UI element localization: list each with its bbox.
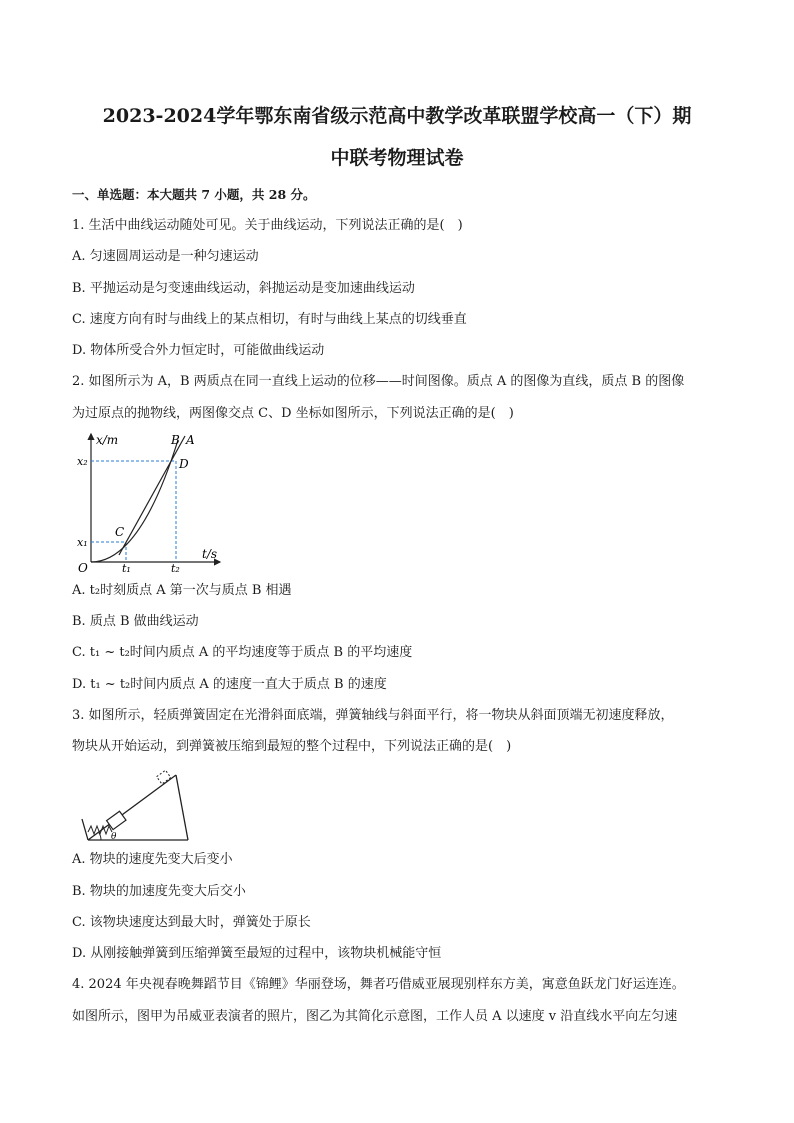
- line-a: [119, 436, 185, 555]
- t2-label: t₂: [171, 562, 180, 573]
- q4-stem-line1: 4. 2024 年央视春晚舞蹈节目《锦鲤》华丽登场，舞者巧借威亚展现别样东方美，寓意鱼跃龙门好运连连。: [72, 977, 685, 992]
- q2-option-d: D. t₁ ~ t₂时间内质点 A 的速度一直大于质点 B 的速度: [72, 677, 387, 692]
- angle-label: θ: [111, 832, 117, 842]
- point-d-label: D: [179, 457, 189, 471]
- q4-stem-line2: 如图所示，图甲为吊威亚表演者的照片，图乙为其简化示意图，工作人员 A 以速度 v 沿直线水平向左匀速: [72, 1009, 678, 1024]
- x2-label: x₂: [77, 455, 88, 468]
- incline-vertical: [176, 775, 188, 840]
- y-axis-label: x/m: [96, 433, 119, 447]
- origin-label: O: [78, 561, 88, 573]
- q1-option-d: D. 物体所受合外力恒定时，可能做曲线运动: [72, 343, 325, 358]
- q3-option-d: D. 从刚接触弹簧到压缩弹簧至最短的过程中，该物块机械能守恒: [72, 946, 442, 961]
- q3-option-c: C. 该物块速度达到最大时，弹簧处于原长: [72, 915, 311, 930]
- q1-stem: 1. 生活中曲线运动随处可见。关于曲线运动，下列说法正确的是( ): [72, 218, 463, 233]
- q3-incline-figure: [74, 763, 194, 845]
- q2-option-a: A. t₂时刻质点 A 第一次与质点 B 相遇: [72, 583, 292, 598]
- q2-xt-graph: [68, 428, 228, 573]
- q3-stem-line1: 3. 如图所示，轻质弹簧固定在光滑斜面底端，弹簧轴线与斜面平行，将一物块从斜面顶端无初速度释放，: [72, 708, 674, 723]
- q2-option-b: B. 质点 B 做曲线运动: [72, 614, 199, 629]
- q1-option-b: B. 平抛运动是匀变速曲线运动，斜抛运动是变加速曲线运动: [72, 281, 415, 296]
- q2-stem-line2: 为过原点的抛物线，两图像交点 C、D 坐标如图所示，下列说法正确的是( ): [72, 406, 514, 421]
- base-wall: [82, 819, 88, 840]
- angle-arc: [99, 833, 101, 840]
- curve-b: [91, 440, 178, 562]
- q3-stem-line2: 物块从开始运动，到弹簧被压缩到最短的整个过程中，下列说法正确的是( ): [72, 739, 512, 754]
- line-a-label: A: [186, 433, 195, 447]
- section-heading: 一、单选题：本大题共 7 小题，共 28 分。: [72, 187, 316, 202]
- x-axis-label: t/s: [202, 547, 218, 561]
- q3-option-b: B. 物块的加速度先变大后交小: [72, 884, 246, 899]
- x1-label: x₁: [77, 536, 88, 549]
- page-title-line2: 中联考物理试卷: [330, 147, 464, 169]
- q3-option-a: A. 物块的速度先变大后变小: [72, 852, 233, 867]
- page-title-line1: 2023-2024学年鄂东南省级示范高中教学改革联盟学校高一（下）期: [102, 105, 692, 127]
- q2-option-c: C. t₁ ~ t₂时间内质点 A 的平均速度等于质点 B 的平均速度: [72, 645, 413, 660]
- curve-b-label: B: [171, 433, 180, 447]
- q2-stem-line1: 2. 如图所示为 A，B 两质点在同一直线上运动的位移——时间图像。质点 A 的图像为直线，质点 B 的图像: [72, 374, 685, 389]
- q1-option-a: A. 匀速圆周运动是一种匀速运动: [72, 249, 259, 264]
- t1-label: t₁: [122, 562, 131, 573]
- point-c-label: C: [115, 525, 125, 539]
- block-start-position: [157, 770, 171, 784]
- q1-option-c: C. 速度方向有时与曲线上的某点相切，有时与曲线上某点的切线垂直: [72, 312, 467, 327]
- spring: [88, 826, 112, 834]
